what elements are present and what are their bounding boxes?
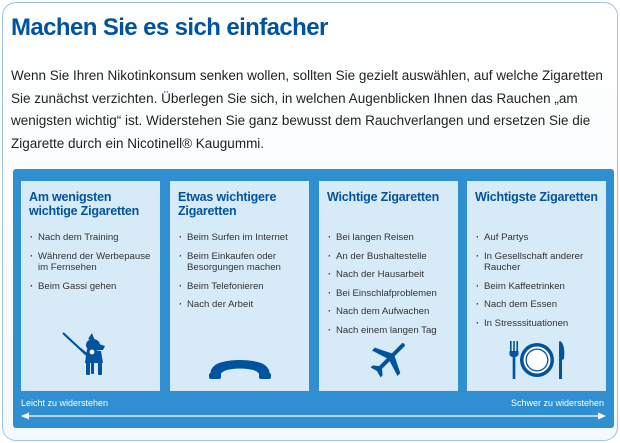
column-important xyxy=(319,181,458,391)
list-item: · Beim Telefonieren xyxy=(178,281,301,293)
list-item: · Beim Gassi gehen xyxy=(29,281,152,293)
info-card xyxy=(2,2,618,441)
list-item: · Nach dem Essen xyxy=(475,299,598,311)
list-item: · Nach der Hausarbeit xyxy=(327,269,450,281)
column-most-important xyxy=(467,181,606,391)
column-least-important xyxy=(21,181,160,391)
list-item: · Auf Partys xyxy=(475,232,598,244)
airplane-icon xyxy=(319,337,458,381)
cigarette-importance-panel xyxy=(13,169,614,428)
situation-list xyxy=(29,232,152,292)
list-item: · Bei langen Reisen xyxy=(327,232,450,244)
list-item: · Während der Werbepause im Fernsehen xyxy=(29,251,152,274)
list-item: · Beim Einkaufen oder Besorgungen machen xyxy=(178,251,301,274)
situation-list xyxy=(178,232,301,311)
phone-icon xyxy=(170,349,309,381)
column-title: Wichtigste Zigaretten xyxy=(475,190,598,204)
scale-label-easy: Leicht zu widerstehen xyxy=(21,398,109,408)
situation-list xyxy=(327,232,450,336)
list-item: · Nach dem Aufwachen xyxy=(327,306,450,318)
list-item: · Beim Kaffeetrinken xyxy=(475,281,598,293)
list-item: · Bei Einschlafproblemen xyxy=(327,288,450,300)
dog-icon xyxy=(21,329,160,381)
column-title: Etwas wichtigere Zigaretten xyxy=(178,190,277,218)
list-item: · In Gesellschaft anderer Raucher xyxy=(475,251,598,274)
scale-label-hard: Schwer zu widerstehen xyxy=(510,398,604,408)
list-item: · An der Bushaltestelle xyxy=(327,251,450,263)
list-item: · Nach der Arbeit xyxy=(178,299,301,311)
column-title: Am wenigsten wichtige Zigaretten xyxy=(29,190,140,218)
list-item: · In Stresssituationen xyxy=(475,318,598,330)
column-title: Wichtige Zigaretten xyxy=(327,190,440,204)
intro-paragraph: Wenn Sie Ihren Nikotinkonsum senken wollen, sollten Sie gezielt auswählen, auf welche Zigaretten Sie zunächst verzichten. Überlegen Sie sich, in welchen Augenblicken Ihnen das Rauchen „am wenigsten wichtig“ ist. Widerstehen Sie ganz bewusst dem Rauchverlangen und ersetzen Sie die Zigarette durch ein Nicotinell® Kaugummi. xyxy=(11,68,603,151)
double-arrow-icon xyxy=(21,412,606,420)
list-item: · Nach dem Training xyxy=(29,232,152,244)
list-item: · Beim Surfen im Internet xyxy=(178,232,301,244)
list-item: · Nach einem langen Tag xyxy=(327,325,450,337)
situation-list xyxy=(475,232,598,329)
column-somewhat-important xyxy=(170,181,309,391)
page-title: Machen Sie es sich einfacher xyxy=(11,14,328,41)
plate-cutlery-icon xyxy=(467,339,606,381)
